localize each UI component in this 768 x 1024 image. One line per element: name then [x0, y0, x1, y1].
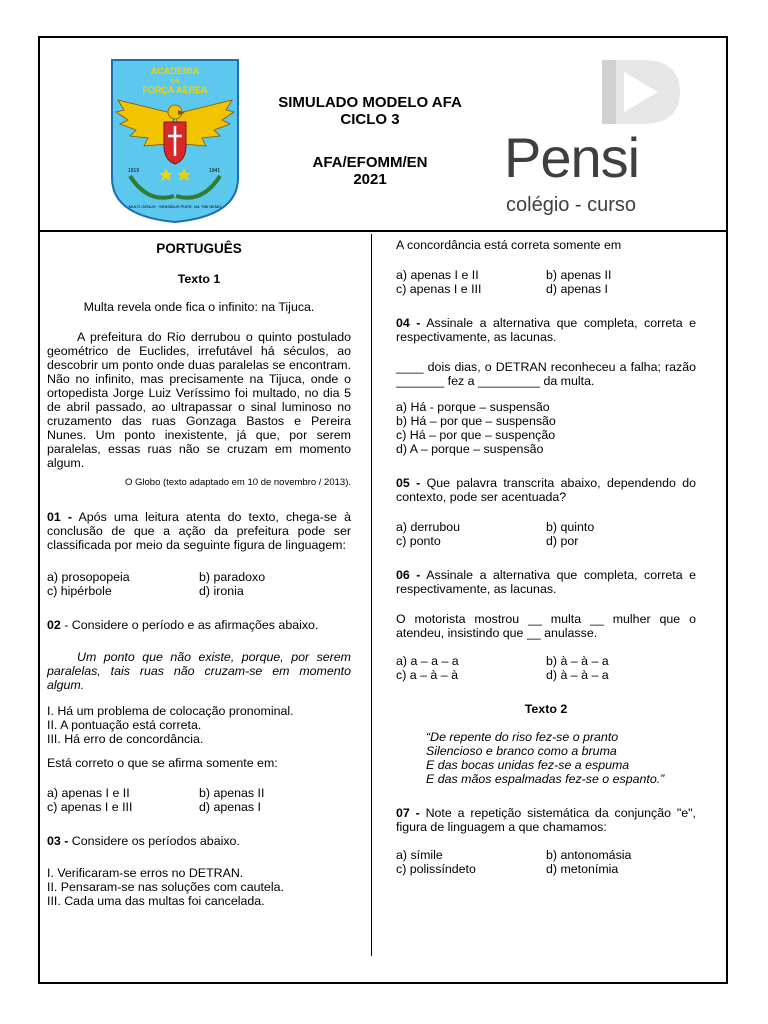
option-b[interactable]: b) à – à – a — [546, 654, 609, 668]
option-a[interactable]: a) a – a – a — [396, 654, 459, 668]
header — [40, 38, 726, 232]
texto1-subtitle: Multa revela onde fica o infinito: na Tijuca. — [83, 300, 315, 314]
texto2-title: Texto 2 — [524, 702, 568, 716]
question-03: 03 - Considere os períodos abaixo. — [47, 834, 240, 848]
option-a[interactable]: a) prosopopeia — [47, 570, 130, 584]
emblem-text-forca-aerea: FORÇA AÉREA — [142, 85, 208, 95]
sentence-iii: III. Cada uma das multas foi cancelada. — [47, 894, 265, 908]
option-d[interactable]: d) por — [546, 534, 579, 548]
question-04-sentence: ____ dois dias, o DETRAN reconheceu a falha; razão _______ fez a _________ da multa. — [396, 360, 696, 388]
question-01-options — [47, 570, 351, 598]
question-04: 04 - Assinale a alternativa que completa, correta e respectivamente, as lacunas. — [396, 316, 696, 344]
texto2-poem — [396, 730, 696, 786]
option-c[interactable]: c) hipérbole — [47, 584, 112, 598]
option-b[interactable]: b) paradoxo — [199, 570, 266, 584]
poem-line: “De repente do riso fez-se o pranto — [426, 730, 619, 744]
poem-line: E das bocas unidas fez-se a espuma — [426, 758, 630, 772]
exam-title: SIMULADO MODELO AFA — [278, 94, 462, 111]
option-d[interactable]: d) à – à – a — [546, 668, 609, 682]
option-b[interactable]: b) apenas II — [546, 268, 612, 282]
question-02-quote: Um ponto que não existe, porque, por serem paralelas, tais ruas não cruzam-se em momento algum. — [47, 650, 351, 692]
statement-iii: III. Há erro de concordância. — [47, 732, 204, 746]
statement-ii: II. A pontuação está correta. — [47, 718, 202, 732]
option-b[interactable]: b) apenas II — [199, 786, 265, 800]
option-b[interactable]: b) antonomásia — [546, 848, 632, 862]
sentence-ii: II. Pensaram-se nas soluções com cautela. — [47, 880, 284, 894]
question-01: 01 - Após uma leitura atenta do texto, chega-se à conclusão de que a ação da prefeitura pode ser classificada por meio da seguinte figura de linguagem: — [47, 510, 351, 552]
question-07: 07 - Note a repetição sistemática da conjunção "e", figura de linguagem a que chamamos: — [396, 806, 696, 834]
exam-target: AFA/EFOMM/EN — [312, 154, 428, 171]
option-d[interactable]: d) metonímia — [546, 862, 619, 876]
pensi-play-icon — [594, 56, 686, 126]
pensi-wordmark: Pensi — [504, 126, 640, 189]
option-d[interactable]: d) apenas I — [546, 282, 608, 296]
option-a[interactable]: a) apenas I e II — [396, 268, 479, 282]
air-force-academy-emblem — [108, 56, 242, 224]
exam-year: 2021 — [353, 171, 387, 188]
question-03-options — [396, 268, 696, 296]
option-c[interactable]: c) polissíndeto — [396, 862, 476, 876]
option-c[interactable]: c) apenas I e III — [47, 800, 133, 814]
texto1-source: O Globo (texto adaptado em 10 de novembro / 2013). — [124, 477, 351, 488]
texto1-body: A prefeitura do Rio derrubou o quinto postulado geométrico de Euclides, irrefutável há séculos, ao descobrir um ponto onde duas paralelas se encontram. Não no infinito, mas precisamente na Tijuca, onde o ortopedista Jorge Luiz Veríssimo foi multado, no dia 5 de abril passado, ao ultrapassar o sinal luminoso no cruzamento das ruas Gonzaga Bastos e Pereira Nunes. Um ponto inexistente, já que, por serem paralelas, essas ruas não se cruzam em momento algum. — [47, 330, 351, 470]
exam-cycle: CICLO 3 — [340, 111, 400, 128]
question-02: 02 - Considere o período e as afirmações abaixo. — [47, 618, 319, 632]
question-05: 05 - Que palavra transcrita abaixo, dependendo do contexto, pode ser acentuada? — [396, 476, 696, 504]
option-c[interactable]: c) a – à – à — [396, 668, 458, 682]
emblem-year-left: 1919 — [128, 168, 140, 174]
question-02-options — [47, 786, 351, 814]
poem-line: Silencioso e branco como a bruma — [426, 744, 617, 758]
option-c[interactable]: c) ponto — [396, 534, 441, 548]
pensi-logo — [498, 56, 704, 220]
option-a[interactable]: a) Há - porque – suspensão — [396, 400, 550, 414]
option-b[interactable]: b) Há – por que – suspensão — [396, 414, 556, 428]
statement-i: I. Há um problema de colocação pronominal. — [47, 704, 294, 718]
sentence-i: I. Verificaram-se erros no DETRAN. — [47, 866, 244, 880]
question-06-sentence: O motorista mostrou __ multa __ mulher que o atendeu, insistindo que __ anulasse. — [396, 612, 696, 640]
option-d[interactable]: d) A – porque – suspensão — [396, 442, 544, 456]
column-divider — [371, 234, 372, 956]
option-a[interactable]: a) derrubou — [396, 520, 461, 534]
question-03-prompt: A concordância está correta somente em — [396, 238, 622, 252]
option-c[interactable]: c) apenas I e III — [396, 282, 482, 296]
poem-line: E das mãos espalmadas fez-se o espanto.” — [426, 772, 665, 786]
exam-title-block — [240, 94, 500, 188]
emblem-text-da: DA — [170, 79, 180, 85]
option-d[interactable]: d) ironia — [199, 584, 244, 598]
option-d[interactable]: d) apenas I — [199, 800, 261, 814]
question-06: 06 - Assinale a alternativa que completa, correta e respectivamente, as lacunas. — [396, 568, 696, 596]
question-02-prompt: Está correto o que se afirma somente em: — [47, 756, 278, 770]
option-a[interactable]: a) apenas I e II — [47, 786, 130, 800]
option-b[interactable]: b) quinto — [546, 520, 595, 534]
pensi-tagline: colégio - curso — [506, 194, 637, 216]
option-a[interactable]: a) símile — [396, 848, 443, 862]
emblem-motto: MULTI GENUS · SENSIBUS PUER, NIL TIBI NEMO — [128, 204, 222, 209]
texto1-title: Texto 1 — [177, 272, 221, 286]
page-frame — [38, 36, 728, 984]
question-05-options — [396, 520, 696, 548]
question-07-options — [396, 848, 696, 876]
question-06-options — [396, 654, 696, 682]
right-column — [396, 238, 696, 876]
option-c[interactable]: c) Há – por que – suspenção — [396, 428, 556, 442]
emblem-text-academia: ACADEMIA — [150, 66, 200, 76]
left-column — [47, 242, 351, 908]
section-heading: PORTUGUÊS — [156, 241, 242, 256]
emblem-year-right: 1941 — [209, 168, 221, 174]
